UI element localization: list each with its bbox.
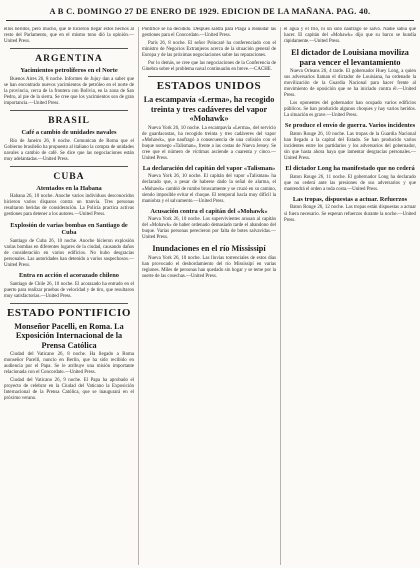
article-paragraph: ellos heridos, pero mucho, que le hicieron llegar estos hechos al resto del Parlamento, que en el mismo tono dió la opinión.—United Press. [4, 27, 134, 45]
headline: Entra en acción el acorazado chileno [19, 271, 119, 279]
headline: Se produce el envío de guerra. Varios incidentes [284, 122, 416, 130]
column-3 [284, 27, 416, 565]
headline: Monseñor Pacelli, en Roma. La Exposición Internacional de la Prensa Católica [14, 321, 124, 350]
headline: Las tropas, dispuestas a actuar. Refuerzos [292, 195, 408, 203]
headline: Acusación contra el capitán del «Mohawk» [150, 207, 268, 215]
article-paragraph: Baton Rouge 26, 12 noche. Las tropas están dispuestas a actuar si fuera necesario. Se esperan refuerzos durante la noche.—United Press. [284, 205, 416, 223]
article-paragraph: Por lo demás, se cree que las negociaciones de la Conferencia de Ginebra sobre el problema naval continuarán en breve.—CACHE. [142, 61, 276, 73]
article-paragraph: Nueva York 26, 10 noche. El capitán del vapor «Talisman» ha declarado que, a pesar de haberse dado la señal de alarma, el «Mohawk» cambió de rumbo bruscamente y se cruzó en su camino, siendo imposible evitar el choque. El temporal hacía muy difícil la maniobra y el salvamento.—United Press. [142, 174, 276, 204]
article-paragraph: Santiago de Chile 26, 10 noche. El acorazado ha entrado en el puerto para realizar pruebas de velocidad y de tiro, que resultaron muy satisfactorias.—United Press. [4, 281, 134, 299]
divider [148, 76, 270, 77]
divider [10, 166, 128, 167]
headline: La escampavía «Lerma», ha recogido treinta y tres cadáveres del vapor «Mohawk» [143, 95, 275, 124]
column-1 [4, 27, 134, 565]
headline: Inundaciones en el río Mississipí [152, 244, 266, 254]
divider [10, 110, 128, 111]
section-title-cuba: CUBA [53, 170, 85, 182]
headline: Café a cambio de unidades navales [21, 128, 117, 136]
article-paragraph: el agua y el frío, ni un solo náufrago se salvó. Nadie sabía qué hacer. El capitán del «Mohawk» dijo que su barco se hundía rápidamente.—United Press. [284, 27, 416, 45]
column-divider [138, 27, 139, 565]
page-header [6, 4, 414, 21]
article-paragraph: Ciudad del Vaticano 26, 9 noche. El Papa ha aprobado el proyecto de celebrar en la Ciudad del Vaticano la Exposición Internacional de la Prensa Católica, que se inaugurará en el próximo verano. [4, 378, 134, 402]
article-paragraph: Habana 26, 10 noche. Anoche varios individuos desconocidos hicieron varios disparos contra un tranvía. Tres personas resultaron heridas de consideración. La Policía practica activas gestiones para detener a los autores.—United Press. [4, 194, 134, 218]
section-title-estados-unidos: ESTADOS UNIDOS [156, 80, 262, 93]
divider [10, 303, 128, 304]
article-paragraph: Nueva York 26, 10 noche. La escampavía «Lerma», del servicio de guardacostas, ha recogido treinta y tres cadáveres del vapor «Mohawk», que naufragó a consecuencia de una colisión con el buque noruego «Talisman», frente a las costas de Nueva Jersey. Se cree que el número de víctimas asciende a cuarenta y cinco.—United Press. [142, 125, 276, 161]
article-paragraph: Los oponentes del gobernador han ocupado varios edificios públicos. Se han producido algunos choques y hay varios heridos. La situación es grave.—United Press. [284, 101, 416, 119]
article-paragraph: Buenos Aires 26, 8 noche. Informes de Jujuy dan a saber que se han encontrado nuevos yacimientos de petróleo en el norte de la provincia, cerca de la frontera con Bolivia, en la zona de San Pedro, al pie de la sierra. Se cree que los yacimientos son de gran importancia.—United Press. [4, 76, 134, 106]
article-paragraph: Nueva York 26, 10 noche. Los supervivientes acusan al capitán del «Mohawk» de haber ordenado demasiado tarde el abandono del buque. Varias personas perecieron por falta de botes salvavidas.—United Press. [142, 217, 276, 241]
headline: La declaración del capitán del vapor «Talisman» [142, 164, 276, 172]
headline: Yacimientos petrolíferos en el Norte [20, 67, 118, 75]
article-paragraph: Baton Rouge 26, 10 noche. Las tropas de la Guardia Nacional han llegado a la capital del Estado. Se han producido varios incidentes entre los partidarios y los adversarios del gobernador, sin que hasta ahora haya que lamentar desgracias personales.—United Press. [284, 131, 416, 162]
column-divider [280, 27, 281, 565]
article-paragraph: Santiago de Cuba 26, 10 noche. Anoche hicieron explosión varias bombas en diferentes lugares de la ciudad, causando daños de consideración en varios edificios. No hubo desgracias personales. Las autoridades han detenido a varios sospechosos.—United Press. [4, 238, 134, 268]
headline: Atentados en la Habana [36, 184, 102, 192]
article-paragraph: Nueva Orleans 26, 4 tarde. El gobernador Huey Long, a quien sus adversarios llaman el dictador de Louisiana, ha ordenado la movilización de la Guardia Nacional para hacer frente al movimiento de oposición que se ha iniciado contra él.—United Press. [284, 68, 416, 99]
headline: Explosión de varias bombas en Santiago de Cuba [10, 221, 128, 237]
article-paragraph: Nueva York 26, 10 noche. Las lluvias torrenciales de estos días han provocado el desbordamiento del río Mississipí en varias regiones. Miles de personas han quedado sin hogar y se teme por la suerte de las cosechas.—United Press. [142, 255, 276, 279]
article-paragraph: Pontifice se ha decidido. Después saldrá para Praga a reanudar las gestiones para el Concordato.—United Press. [142, 27, 276, 39]
section-title-argentina: ARGENTINA [35, 53, 103, 65]
header-text: A B C. DOMINGO 27 DE ENERO DE 1929. EDICION DE LA MAÑANA. PAG. 40. [49, 7, 371, 16]
headline: El dictador de Louisiana moviliza para vencer el levantamiento [291, 48, 409, 67]
article-paragraph: París 26, 8 noche. El señor Poincaré ha conferenciado con el ministro de Negocios Extranjeros acerca de la situación general de Europa y de las próximas negociaciones sobre las reparaciones. [142, 41, 276, 59]
column-2 [142, 27, 276, 565]
headline: El dictador Long ha manifestado que no cederá [285, 165, 415, 173]
article-paragraph: Ciudad del Vaticano 26, 8 noche. Ha llegado a Roma monseñor Pacelli, nuncio en Berlín, que ha sido recibido en audiencia por el Papa. Se le atribuye una misión importante relacionada con el Concordato.—United Press. [4, 351, 134, 376]
section-title-brasil: BRASIL [48, 114, 90, 126]
section-title-estado-pontificio: ESTADO PONTIFICIO [7, 306, 131, 319]
article-paragraph: Río de Janeiro 26, 8 noche. Comunican de Roma que el Gobierno brasileño ha propuesto al italiano la compra de unidades navales a cambio de café. Se dice que las negociaciones están muy adelantadas.—United Press. [4, 138, 134, 162]
article-paragraph: Baton Rouge 26, 11 noche. El gobernador Long ha declarado que no cederá ante las presiones de sus adversarios y que mantendrá el orden a toda costa.—United Press. [284, 174, 416, 192]
divider [10, 48, 128, 49]
